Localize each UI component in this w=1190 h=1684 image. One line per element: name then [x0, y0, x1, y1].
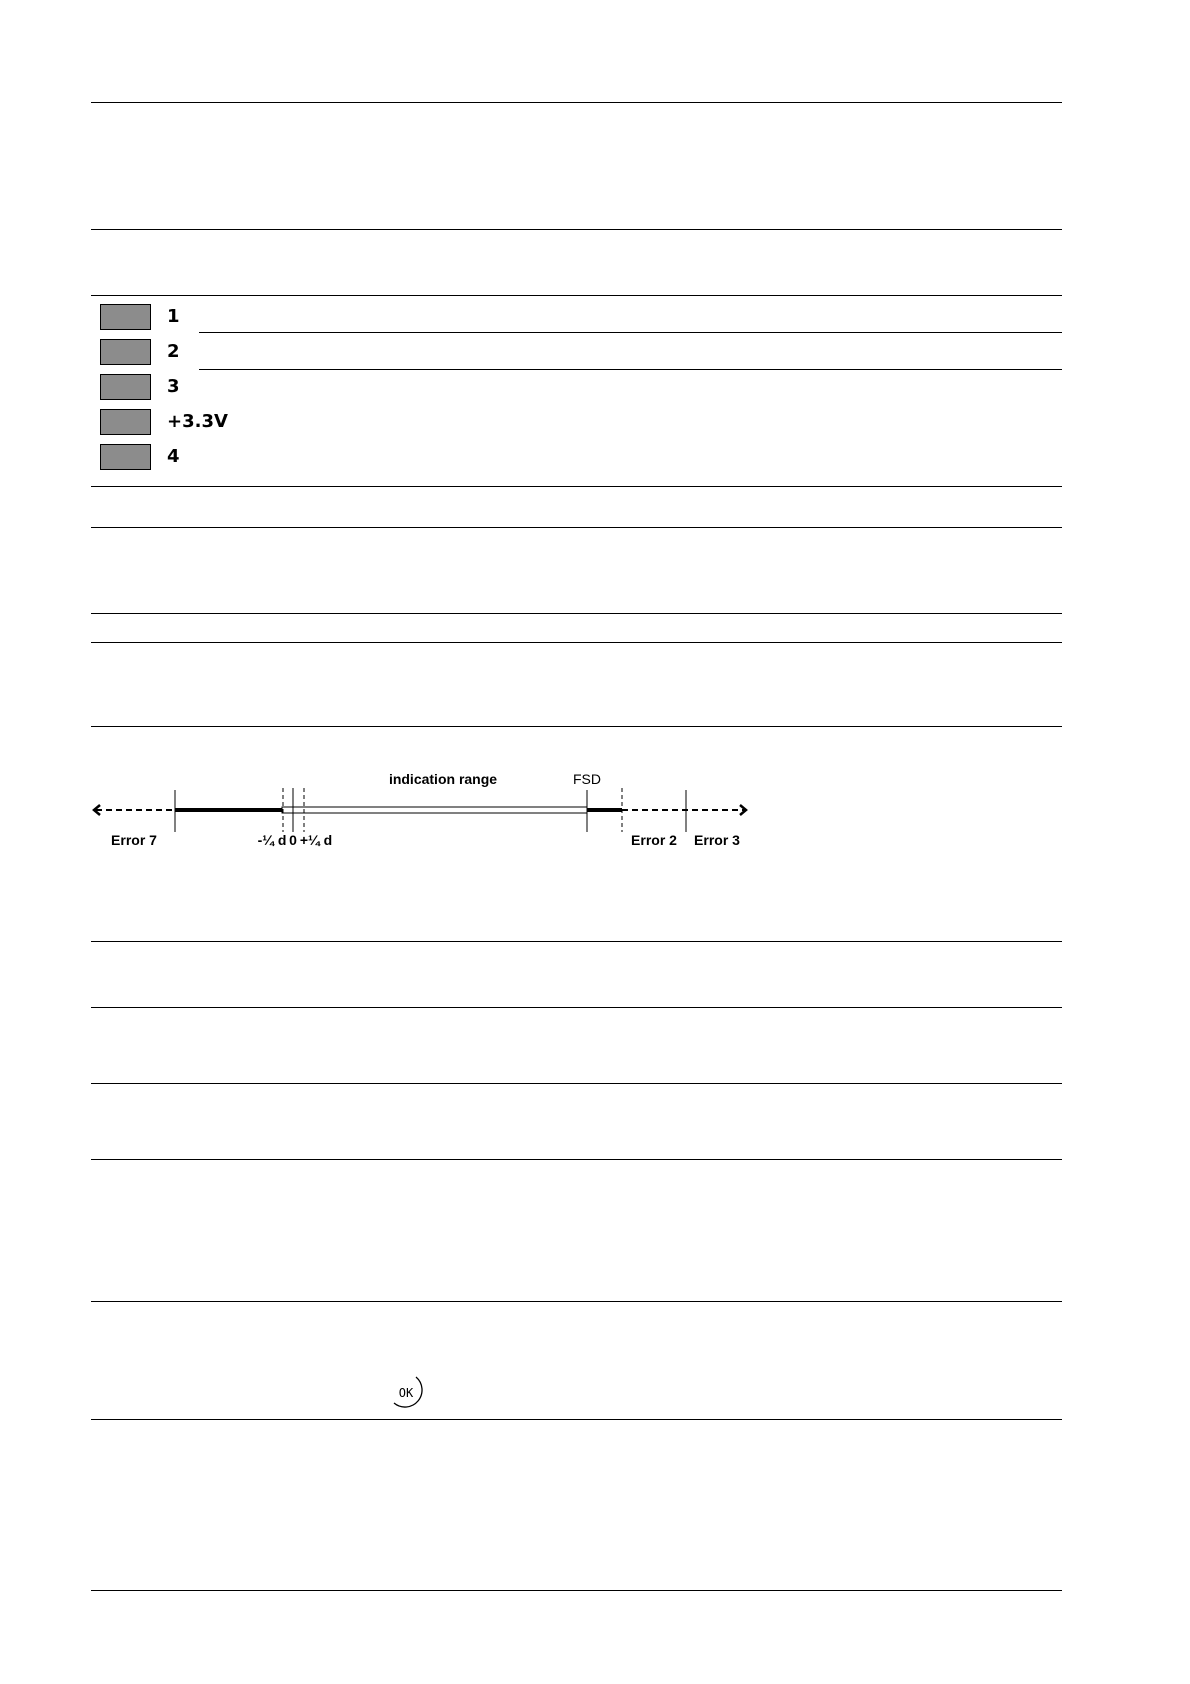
indication-range-label: indication range	[388, 771, 498, 787]
ok-key-label: OK	[398, 1386, 414, 1400]
pin-label-2: 2	[167, 341, 180, 362]
table-rule	[91, 941, 1062, 942]
indication-range-bar	[282, 807, 587, 813]
table-rule	[91, 1007, 1062, 1008]
fsd-label: FSD	[573, 771, 601, 787]
table-rule	[91, 1083, 1062, 1084]
error-low-label: Error 7	[111, 832, 157, 848]
pin-label-4: 4	[167, 446, 180, 467]
table-rule	[91, 1159, 1062, 1160]
error-high-label-1: Error 2	[631, 832, 677, 848]
pin-label-supply: +3.3V	[167, 411, 228, 432]
zero-label: 0	[289, 832, 297, 848]
pin-label-3: 3	[167, 376, 180, 397]
table-rule	[91, 1419, 1062, 1420]
ok-key-icon	[390, 1374, 430, 1410]
pin-label-1: 1	[167, 306, 180, 327]
minus-quarter-d-label: -¼ d	[257, 832, 287, 848]
table-rule	[91, 1301, 1062, 1302]
error-high-label-2: Error 3	[694, 832, 740, 848]
plus-quarter-d-label: +¼ d	[299, 832, 333, 848]
table-rule	[91, 1590, 1062, 1591]
